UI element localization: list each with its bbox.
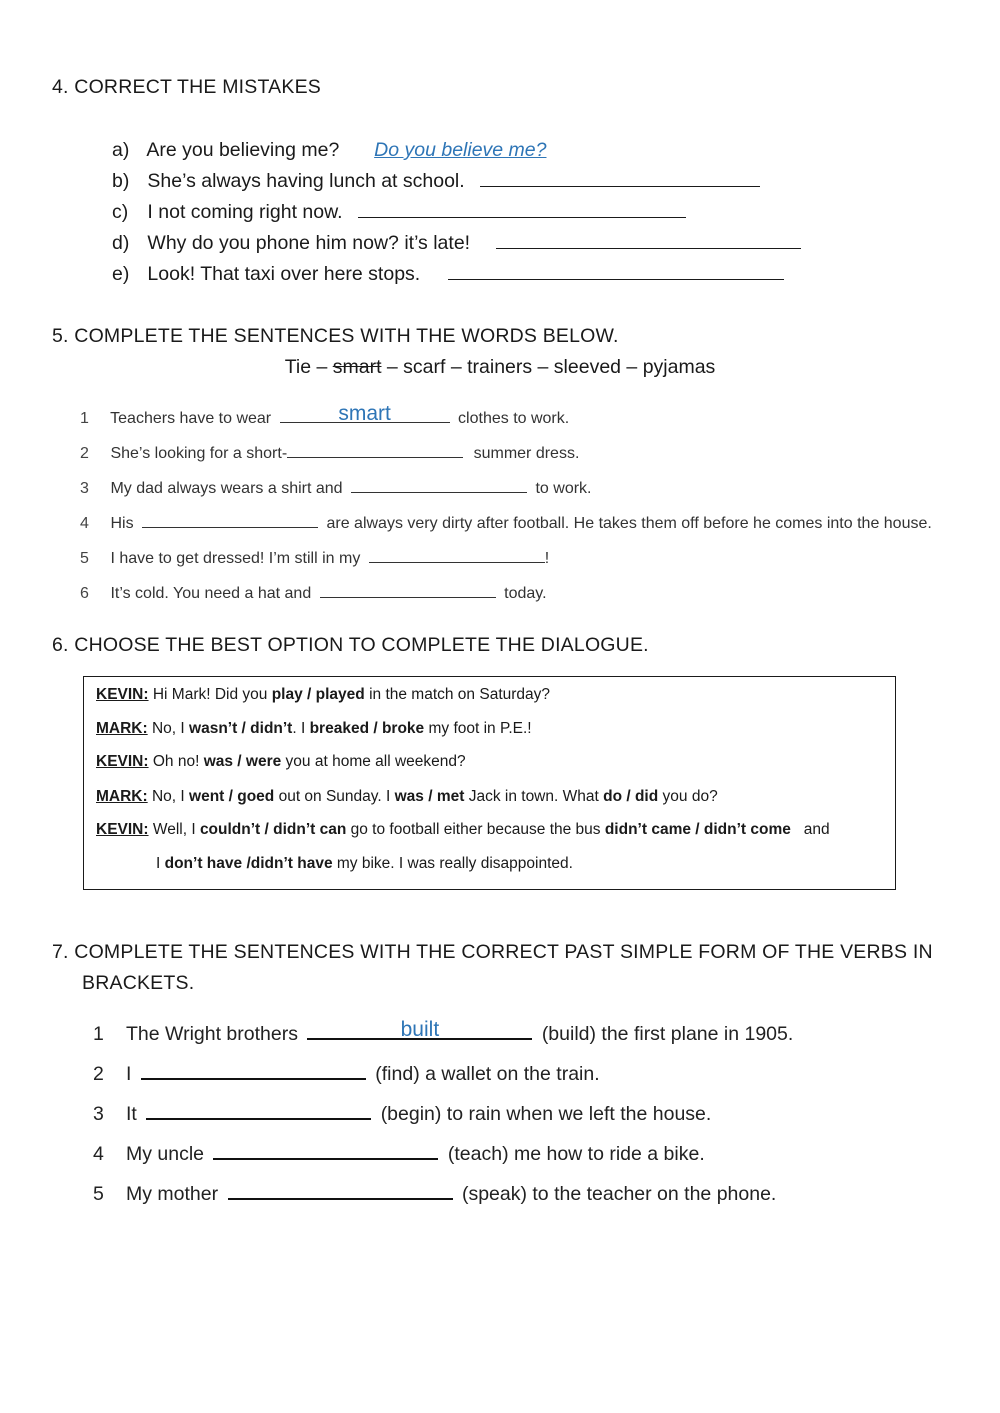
item-after: (teach) me how to ride a bike. (447, 1143, 705, 1165)
answer-text: smart (338, 402, 391, 425)
dialogue-text: . I (292, 720, 310, 737)
sec5-item-4 (80, 513, 932, 533)
dialogue-text: you at home all weekend? (281, 753, 466, 770)
item-after: to work. (535, 480, 592, 497)
answer-blank[interactable] (280, 402, 450, 425)
sec4-item-b (112, 170, 760, 193)
item-before: It’s cold. You need a hat and (110, 585, 312, 602)
answer-line[interactable] (496, 232, 801, 249)
option-choice[interactable]: didn’t came / didn’t come (604, 821, 791, 838)
item-label: a) (112, 139, 130, 161)
dialogue-text: Oh no! (148, 753, 204, 770)
dialogue-text: in the match on Saturday? (364, 686, 551, 703)
answer-blank[interactable] (320, 583, 496, 598)
item-number: 2 (93, 1063, 104, 1085)
section-4-heading: 4. CORRECT THE MISTAKES (52, 76, 321, 98)
item-number: 5 (93, 1183, 104, 1205)
item-before: It (126, 1103, 137, 1125)
dialogue-text: go to football either because the bus (346, 821, 605, 838)
item-number: 4 (80, 515, 89, 532)
word-bank-struck-word: smart (332, 356, 382, 378)
sec7-item-4 (93, 1141, 705, 1166)
option-choice[interactable]: breaked / broke (309, 720, 425, 737)
speaker-kevin: KEVIN: (96, 821, 149, 838)
sec4-item-a (112, 139, 547, 162)
option-choice[interactable]: do / did (603, 788, 659, 805)
dialogue-text: Jack in town. What (464, 788, 604, 805)
sec4-item-e (112, 263, 784, 286)
dialogue-text: No, I (147, 720, 190, 737)
item-after: are always very dirty after football. He takes them off before he comes into the house. (326, 515, 932, 532)
item-before: I (126, 1063, 132, 1085)
item-after: summer dress. (473, 445, 580, 462)
sec7-item-5 (93, 1181, 776, 1206)
answer-blank[interactable] (142, 513, 318, 528)
item-after: (find) a wallet on the train. (375, 1063, 600, 1085)
dialogue-line-6 (156, 855, 573, 873)
item-before: His (110, 515, 134, 532)
item-after: clothes to work. (458, 410, 570, 427)
sec5-item-2 (80, 443, 579, 463)
sec5-item-5 (80, 548, 549, 568)
section-7-heading: 7. COMPLETE THE SENTENCES WITH THE CORRECT PAST SIMPLE FORM OF THE VERBS IN (52, 941, 933, 963)
sec7-item-1 (93, 1018, 794, 1046)
section-6-heading: 6. CHOOSE THE BEST OPTION TO COMPLETE THE DIALOGUE. (52, 634, 649, 656)
answer-blank[interactable] (228, 1181, 453, 1200)
item-number: 4 (93, 1143, 104, 1165)
dialogue-text: you do? (658, 788, 718, 805)
dialogue-text: Hi Mark! Did you (148, 686, 272, 703)
sec5-item-1 (80, 402, 570, 428)
speaker-mark: MARK: (96, 720, 148, 737)
item-before: My mother (126, 1183, 219, 1205)
item-after: today. (504, 585, 547, 602)
dialogue-text: my bike. I was really disappointed. (332, 855, 573, 872)
item-number: 3 (80, 480, 89, 497)
dialogue-line-3 (96, 753, 466, 771)
word-bank-rest: – scarf – trainers – sleeved – pyjamas (381, 356, 716, 378)
answer-blank[interactable] (369, 548, 545, 563)
dialogue-line-2 (96, 720, 532, 738)
sec7-item-3 (93, 1101, 711, 1126)
option-choice[interactable]: was / were (203, 753, 282, 770)
item-number: 6 (80, 585, 89, 602)
item-before: My dad always wears a shirt and (110, 480, 343, 497)
dialogue-text: and (790, 821, 830, 838)
item-after: (begin) to rain when we left the house. (380, 1103, 712, 1125)
section-5-heading: 5. COMPLETE THE SENTENCES WITH THE WORDS BELOW. (52, 325, 619, 347)
option-choice[interactable]: went / goed (189, 788, 275, 805)
option-choice[interactable]: play / played (271, 686, 365, 703)
sec7-item-2 (93, 1061, 600, 1086)
item-before: I have to get dressed! I’m still in my (110, 550, 361, 567)
speaker-kevin: KEVIN: (96, 686, 149, 703)
option-choice[interactable]: couldn’t / didn’t can (199, 821, 347, 838)
item-label: d) (112, 232, 130, 254)
item-number: 1 (93, 1023, 104, 1045)
item-before: She’s looking for a short- (110, 445, 288, 462)
item-label: b) (112, 170, 130, 192)
sec4-item-c (112, 201, 686, 224)
item-before: Teachers have to wear (110, 410, 272, 427)
item-number: 3 (93, 1103, 104, 1125)
option-choice[interactable]: was / met (394, 788, 465, 805)
answer-line[interactable] (358, 201, 686, 218)
sec5-item-3 (80, 478, 591, 498)
item-number: 2 (80, 445, 89, 462)
speaker-mark: MARK: (96, 788, 148, 805)
item-number: 5 (80, 550, 89, 567)
dialogue-text: Well, I (148, 821, 200, 838)
dialogue-line-4 (96, 788, 718, 806)
dialogue-line-1 (96, 686, 550, 704)
item-number: 1 (80, 410, 89, 427)
answer-blank[interactable] (351, 478, 527, 493)
dialogue-text: No, I (147, 788, 190, 805)
speaker-kevin: KEVIN: (96, 753, 149, 770)
answer-blank[interactable] (146, 1101, 371, 1120)
item-before: My uncle (126, 1143, 205, 1165)
item-label: e) (112, 263, 130, 285)
answer-blank[interactable] (213, 1141, 438, 1160)
item-text: Look! That taxi over here stops. (147, 263, 421, 285)
item-after: ! (544, 550, 550, 567)
dialogue-text: my foot in P.E.! (424, 720, 532, 737)
item-text: Why do you phone him now? it’s late! (147, 232, 471, 254)
item-before: The Wright brothers (126, 1023, 298, 1045)
answer-blank[interactable] (141, 1061, 366, 1080)
answer-line[interactable] (480, 170, 760, 187)
option-choice[interactable]: don’t have /didn’t have (164, 855, 333, 872)
item-text: Are you believing me? (146, 139, 340, 161)
item-after: (speak) to the teacher on the phone. (461, 1183, 777, 1205)
answer-text: built (400, 1018, 440, 1041)
answer-text: Do you believe me? (374, 139, 547, 161)
dialogue-text: I (156, 855, 165, 872)
dialogue-line-5 (96, 821, 830, 839)
sec5-item-6 (80, 583, 547, 603)
answer-line[interactable] (448, 263, 784, 280)
answer-blank[interactable] (287, 443, 463, 458)
item-after: (build) the first plane in 1905. (541, 1023, 794, 1045)
item-label: c) (112, 201, 129, 223)
item-text: I not coming right now. (147, 201, 343, 223)
sec4-item-d (112, 232, 801, 255)
word-bank-first: Tie – (284, 356, 333, 378)
dialogue-text: out on Sunday. I (274, 788, 395, 805)
section-7-heading-continued: BRACKETS. (82, 972, 195, 994)
option-choice[interactable]: wasn’t / didn’t (189, 720, 293, 737)
answer-blank[interactable] (307, 1018, 532, 1041)
word-bank (0, 356, 1000, 379)
item-text: She’s always having lunch at school. (147, 170, 465, 192)
